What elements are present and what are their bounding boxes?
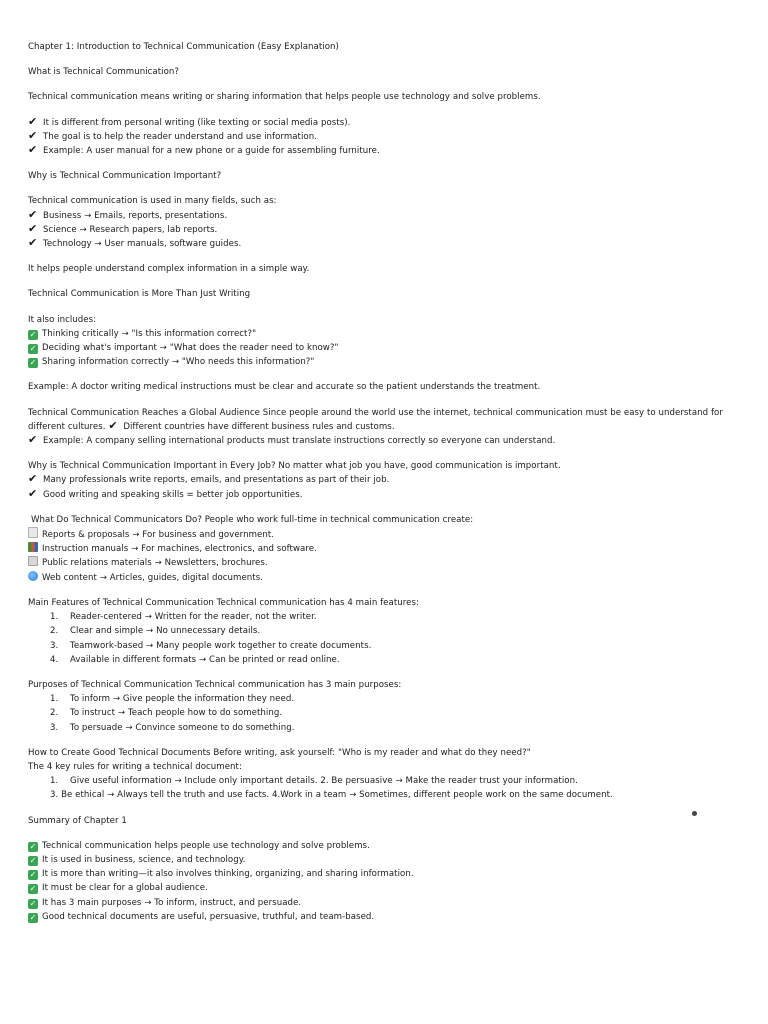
features-list	[28, 610, 728, 667]
list-item: ✓ It is more than writing—it also involves thinking, organizing, and sharing information.	[29, 869, 414, 880]
green-check-box-icon: ✓	[29, 358, 37, 368]
green-check-box-icon: ✓	[29, 898, 37, 908]
list-item: Instruction manuals → For machines, electronics, and software.	[28, 542, 728, 556]
list-item: ✔ The goal is to help the reader understand and use information.	[28, 128, 318, 142]
checkmark-icon: ✔	[28, 236, 38, 250]
list-item: ✓ Thinking critically → "Is this information correct?"	[29, 328, 257, 339]
list-item: 4. Available in different formats → Can be printed or read online.	[50, 654, 340, 665]
list-item: ✓ Good technical documents are useful, persuasive, truthful, and team-based.	[29, 911, 375, 922]
list-item: Public relations materials → Newsletters, brochures.	[28, 556, 728, 570]
checkmark-icon: ✔	[28, 472, 38, 486]
list-item: Reports & proposals → For business and government.	[28, 527, 728, 542]
list-item: 1. To inform → Give people the information they need.	[50, 694, 295, 705]
list-item: 2. To instruct → Teach people how to do something.	[50, 708, 283, 719]
list-item: ✔ Many professionals write reports, emails, and presentations as part of their job.	[28, 472, 390, 486]
list-item: ✓ It has 3 main purposes → To inform, instruct, and persuade.	[29, 897, 302, 908]
document-title: Chapter 1: Introduction to Technical Communication (Easy Explanation)	[28, 42, 339, 52]
checkmark-icon: ✔	[28, 128, 38, 142]
rules-intro: The 4 key rules for writing a technical document:	[28, 761, 242, 772]
newspaper-icon	[28, 556, 38, 566]
definition-text: Technical communication means writing or sharing information that helps people use technology and solve problems.	[28, 92, 541, 103]
global-audience-paragraph: Technical Communication Reaches a Global Audience Since people around the world use the internet, technical communication must be easy to understand for different cultures. ✔ Different countries have different business rules and customs.	[28, 407, 723, 432]
documents-intro: How to Create Good Technical Documents Before writing, ask yourself: "Who is my reader and what do they need?"	[28, 747, 531, 758]
list-item: 3. Be ethical → Always tell the truth and use facts. 4.Work in a team → Sometimes, different people work on the same document.	[50, 790, 613, 801]
rules-list	[28, 774, 728, 802]
list-item: Web content → Articles, guides, digital documents.	[28, 571, 728, 585]
document-page	[28, 40, 728, 924]
green-check-box-icon: ✓	[29, 870, 37, 880]
communicators-intro: What Do Technical Communicators Do? People who work full-time in technical communication create:	[31, 514, 474, 525]
list-item: 3. Teamwork-based → Many people work together to create documents.	[50, 640, 372, 651]
list-item: ✔ Good writing and speaking skills = better job opportunities.	[28, 486, 303, 500]
section-intro: Technical communication is used in many fields, such as:	[28, 196, 277, 207]
globe-icon	[28, 571, 38, 581]
green-check-box-icon: ✓	[29, 344, 37, 354]
list-item: ✓ Deciding what's important → "What does the reader need to know?"	[29, 343, 339, 354]
list-item: ✔ Science → Research papers, lab reports.	[28, 221, 218, 235]
section-note: It helps people understand complex information in a simple way.	[28, 264, 310, 275]
purposes-intro: Purposes of Technical Communication Technical communication has 3 main purposes:	[28, 679, 402, 690]
list-item: ✔ Business → Emails, reports, presentations.	[28, 207, 228, 221]
green-check-box-icon: ✓	[29, 841, 37, 851]
checkmark-icon: ✔	[28, 486, 38, 500]
stray-dot-mark	[692, 811, 697, 816]
list-item: ✔ It is different from personal writing (like texting or social media posts).	[28, 114, 351, 128]
checkmark-icon: ✔	[28, 207, 38, 221]
list-item: 3. To persuade → Convince someone to do something.	[50, 722, 295, 733]
checkmark-icon: ✔	[28, 143, 38, 157]
list-item: ✔ Example: A user manual for a new phone or a guide for assembling furniture.	[28, 143, 380, 157]
list-item: ✓ Technical communication helps people use technology and solve problems.	[29, 840, 370, 851]
section-heading-more-than-writing: Technical Communication is More Than Just Writing	[28, 289, 251, 300]
section-intro: It also includes:	[28, 314, 97, 325]
checkmark-icon: ✔	[108, 418, 118, 432]
purposes-list	[28, 692, 728, 735]
every-job-paragraph: Why is Technical Communication Important in Every Job? No matter what job you have, good communication is important.	[28, 461, 561, 472]
section-heading-what-is: What is Technical Communication?	[28, 67, 179, 78]
checkmark-icon: ✔	[28, 221, 38, 235]
green-check-box-icon: ✓	[29, 912, 37, 922]
list-item: ✔ Technology → User manuals, software guides.	[28, 236, 242, 250]
list-item: ✓ Sharing information correctly → "Who needs this information?"	[29, 357, 315, 368]
books-icon	[28, 542, 38, 552]
green-check-box-icon: ✓	[29, 884, 37, 894]
list-item: 1. Give useful information → Include only important details. 2. Be persuasive → Make the reader trust your information.	[50, 776, 578, 787]
list-item: ✔ Example: A company selling international products must translate instructions correctly so everyone can understand.	[28, 433, 556, 447]
section-heading-why-important: Why is Technical Communication Important?	[28, 171, 222, 182]
example-text: Example: A doctor writing medical instructions must be clear and accurate so the patient understands the treatment.	[28, 382, 541, 393]
checkmark-icon: ✔	[28, 114, 38, 128]
document-icon	[28, 527, 38, 538]
features-intro: Main Features of Technical Communication Technical communication has 4 main features:	[28, 597, 419, 608]
list-item: 1. Reader-centered → Written for the reader, not the writer.	[50, 612, 317, 623]
list-item: ✓ It must be clear for a global audience.	[29, 883, 208, 894]
green-check-box-icon: ✓	[29, 855, 37, 865]
list-item: 2. Clear and simple → No unnecessary details.	[50, 626, 261, 637]
summary-heading: Summary of Chapter 1	[28, 815, 127, 826]
green-check-box-icon: ✓	[29, 329, 37, 339]
checkmark-icon: ✔	[28, 433, 38, 447]
list-item: ✓ It is used in business, science, and technology.	[29, 854, 246, 865]
